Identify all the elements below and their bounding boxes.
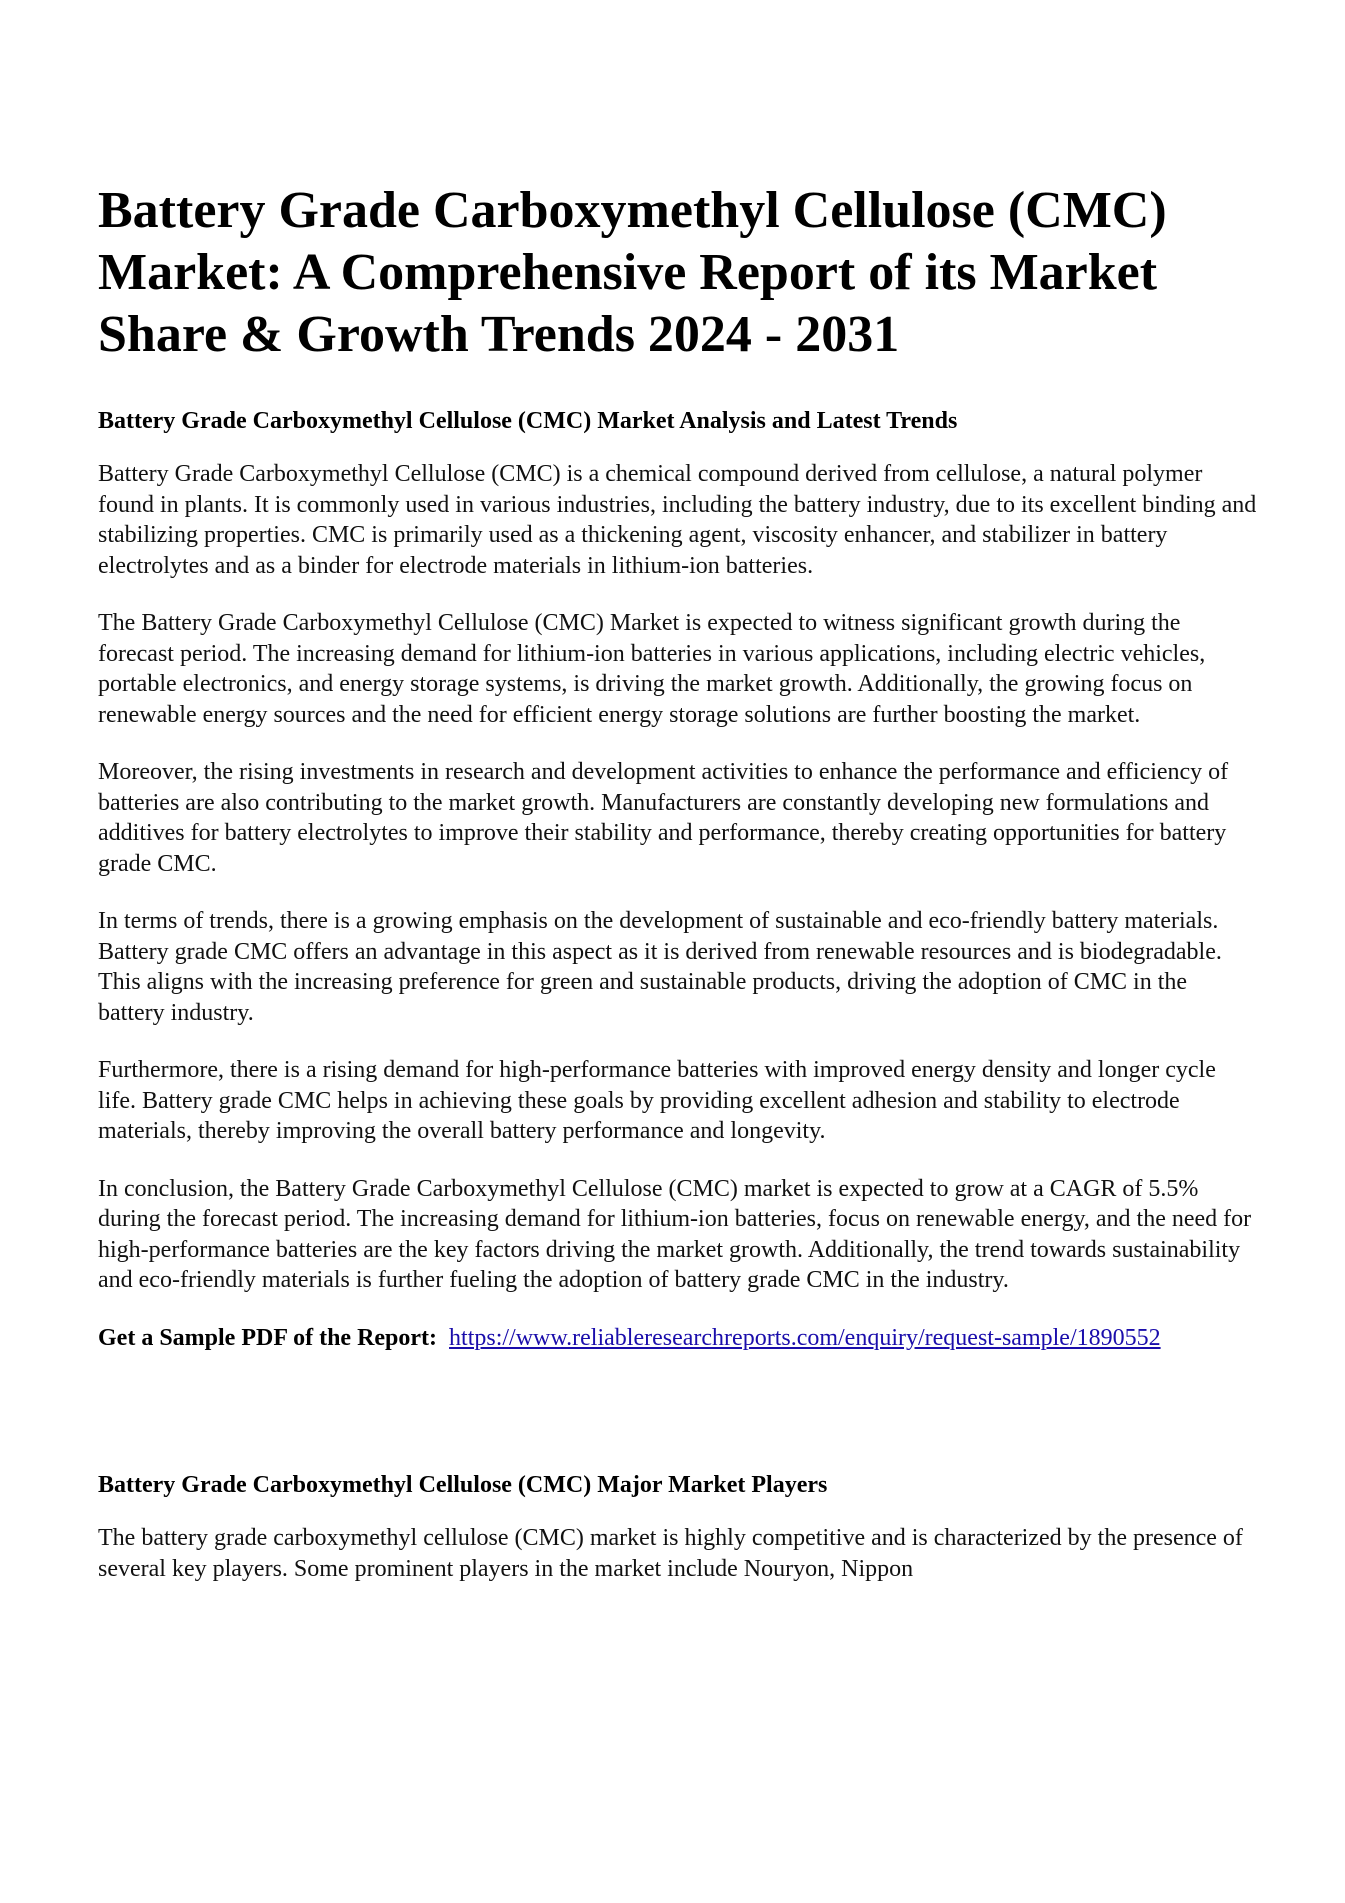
paragraph: The battery grade carboxymethyl cellulose (CMC) market is highly competitive and is characterized by the presence of several key players. Some prominent players in the market include Nouryon, Nippon bbox=[98, 1525, 1243, 1582]
section-heading-analysis: Battery Grade Carboxymethyl Cellulose (CMC) Market Analysis and Latest Trends bbox=[98, 408, 958, 434]
sample-pdf-link[interactable]: https://www.reliableresearchreports.com/enquiry/request-sample/1890552 bbox=[449, 1324, 1161, 1351]
paragraph: In terms of trends, there is a growing emphasis on the development of sustainable and eco-friendly battery materials. Battery grade CMC offers an advantage in this aspect as it is derived from renewable resources and is biodegradable. This aligns with the increasing preference for green and sustainable products, driving the adoption of CMC in the battery industry. bbox=[98, 908, 1222, 1026]
document-page bbox=[98, 180, 1258, 1611]
sample-pdf-label: Get a Sample PDF of the Report: bbox=[98, 1324, 438, 1351]
paragraph: Furthermore, there is a rising demand for high-performance batteries with improved energy density and longer cycle life. Battery grade CMC helps in achieving these goals by providing excellent adhesion and stability to electrode materials, thereby improving the overall battery performance and longevity. bbox=[98, 1057, 1216, 1144]
sample-pdf-line bbox=[98, 1323, 1258, 1354]
paragraph: In conclusion, the Battery Grade Carboxymethyl Cellulose (CMC) market is expected to grow at a CAGR of 5.5% during the forecast period. The increasing demand for lithium-ion batteries, focus on renewable energy, and the need for high-performance batteries are the key factors driving the market growth. Additionally, the trend towards sustainability and eco-friendly materials is further fueling the adoption of battery grade CMC in the industry. bbox=[98, 1175, 1252, 1293]
paragraph: The Battery Grade Carboxymethyl Cellulose (CMC) Market is expected to witness significant growth during the forecast period. The increasing demand for lithium-ion batteries in various applications, including electric vehicles, portable electronics, and energy storage systems, is driving the market growth. Additionally, the growing focus on renewable energy sources and the need for efficient energy storage solutions are further boosting the market. bbox=[98, 610, 1206, 728]
section-heading-players: Battery Grade Carboxymethyl Cellulose (CMC) Major Market Players bbox=[98, 1472, 828, 1498]
paragraph: Moreover, the rising investments in research and development activities to enhance the performance and efficiency of batteries are also contributing to the market growth. Manufacturers are constantly developing new formulations and additives for battery electrolytes to improve their stability and performance, thereby creating opportunities for battery grade CMC. bbox=[98, 759, 1229, 877]
paragraph: Battery Grade Carboxymethyl Cellulose (CMC) is a chemical compound derived from cellulose, a natural polymer found in plants. It is commonly used in various industries, including the battery industry, due to its excellent binding and stabilizing properties. CMC is primarily used as a thickening agent, viscosity enhancer, and stabilizer in battery electrolytes and as a binder for electrode materials in lithium-ion batteries. bbox=[98, 461, 1257, 579]
page-title: Battery Grade Carboxymethyl Cellulose (CMC) Market: A Comprehensive Report of its Market Share & Growth Trends 2024 - 2031 bbox=[98, 182, 1167, 363]
section-spacer bbox=[98, 1380, 1258, 1470]
